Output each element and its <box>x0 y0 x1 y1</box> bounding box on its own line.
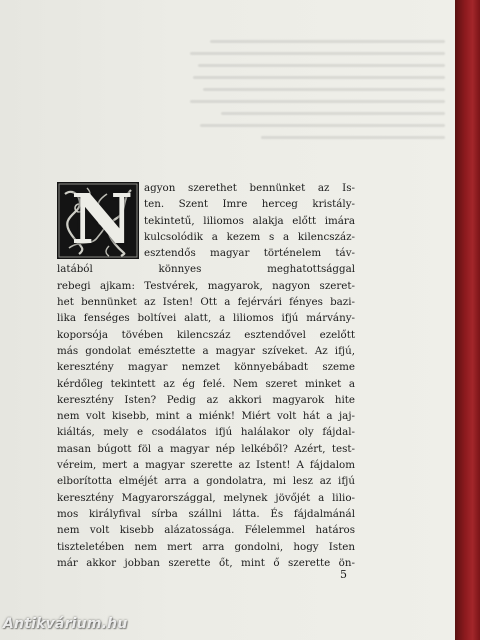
text-line: keresztény magyar nemzet könnyebábadt szeme <box>57 361 355 374</box>
text-line: mos királyfival sírba szállni látta. És fájdalmánál <box>57 507 355 520</box>
text-line: latából könnyes meghatottsággal <box>57 263 355 276</box>
show-through-text <box>190 40 445 150</box>
text-line: koporsója tövében kilencszáz esztendővel ezelőtt <box>57 328 355 341</box>
text-line: kulcsolódik a kezem s a kilencszáz- <box>144 230 355 243</box>
text-line: het bennünket az Isten! Ott a fejérvári fényes bazi- <box>57 296 355 309</box>
text-line: elborította elméjét arra a gondolatra, mi lesz az ifjú <box>57 475 355 488</box>
text-line: nem volt kisebb, mint a miénk! Miért volt hát a jaj- <box>57 410 355 423</box>
text-line: nem volt kisebb alázatossága. Félelemmel határos <box>57 524 355 537</box>
text-line: tekintetű, liliomos alakja előtt imára <box>144 214 355 227</box>
text-line: ten. Szent Imre herceg kristály- <box>144 198 355 211</box>
text-line: más gondolat emésztette a magyar szíveket. Az ifjú, <box>57 344 355 357</box>
text-line: kiáltás, mely e csodálatos ifjú halálakor oly fájdal- <box>57 426 355 439</box>
text-line: tiszteletében nem mert arra gondolni, hogy Isten <box>57 540 355 553</box>
text-line: agyon szerethet bennünket az Is- <box>144 182 355 194</box>
text-line: esztendős magyar történelem táv- <box>144 247 355 260</box>
page-number: 5 <box>340 568 347 581</box>
text-line: kérdőleg tekintett az ég felé. Nem szeret minket a <box>57 377 355 390</box>
book-cover-edge <box>455 0 480 640</box>
initial-letter-glyph: N <box>71 180 134 260</box>
text-line: rebegi ajkam: Testvérek, magyarok, nagyon szeret- <box>57 279 355 292</box>
text-line: lika fenséges boltívei alatt, a liliomos ifjú márvány- <box>57 312 355 325</box>
text-line: keresztény Isten? Pedig az akkori magyarok hite <box>57 393 355 406</box>
decorated-initial-letter <box>57 182 139 259</box>
text-line: véreim, mert a magyar szerette az Istent! A fájdalom <box>57 459 355 472</box>
text-line: keresztény Magyarországgal, melynek jövőjét a lilio- <box>57 491 355 504</box>
text-line: már akkor jobban szerette őt, mint ő szerette ön- <box>57 556 355 569</box>
body-text <box>57 180 355 571</box>
text-line: masan búgott föl a magyar nép lelkéből? Azért, test- <box>57 442 355 455</box>
watermark: Antikvárium.hu <box>3 616 128 632</box>
